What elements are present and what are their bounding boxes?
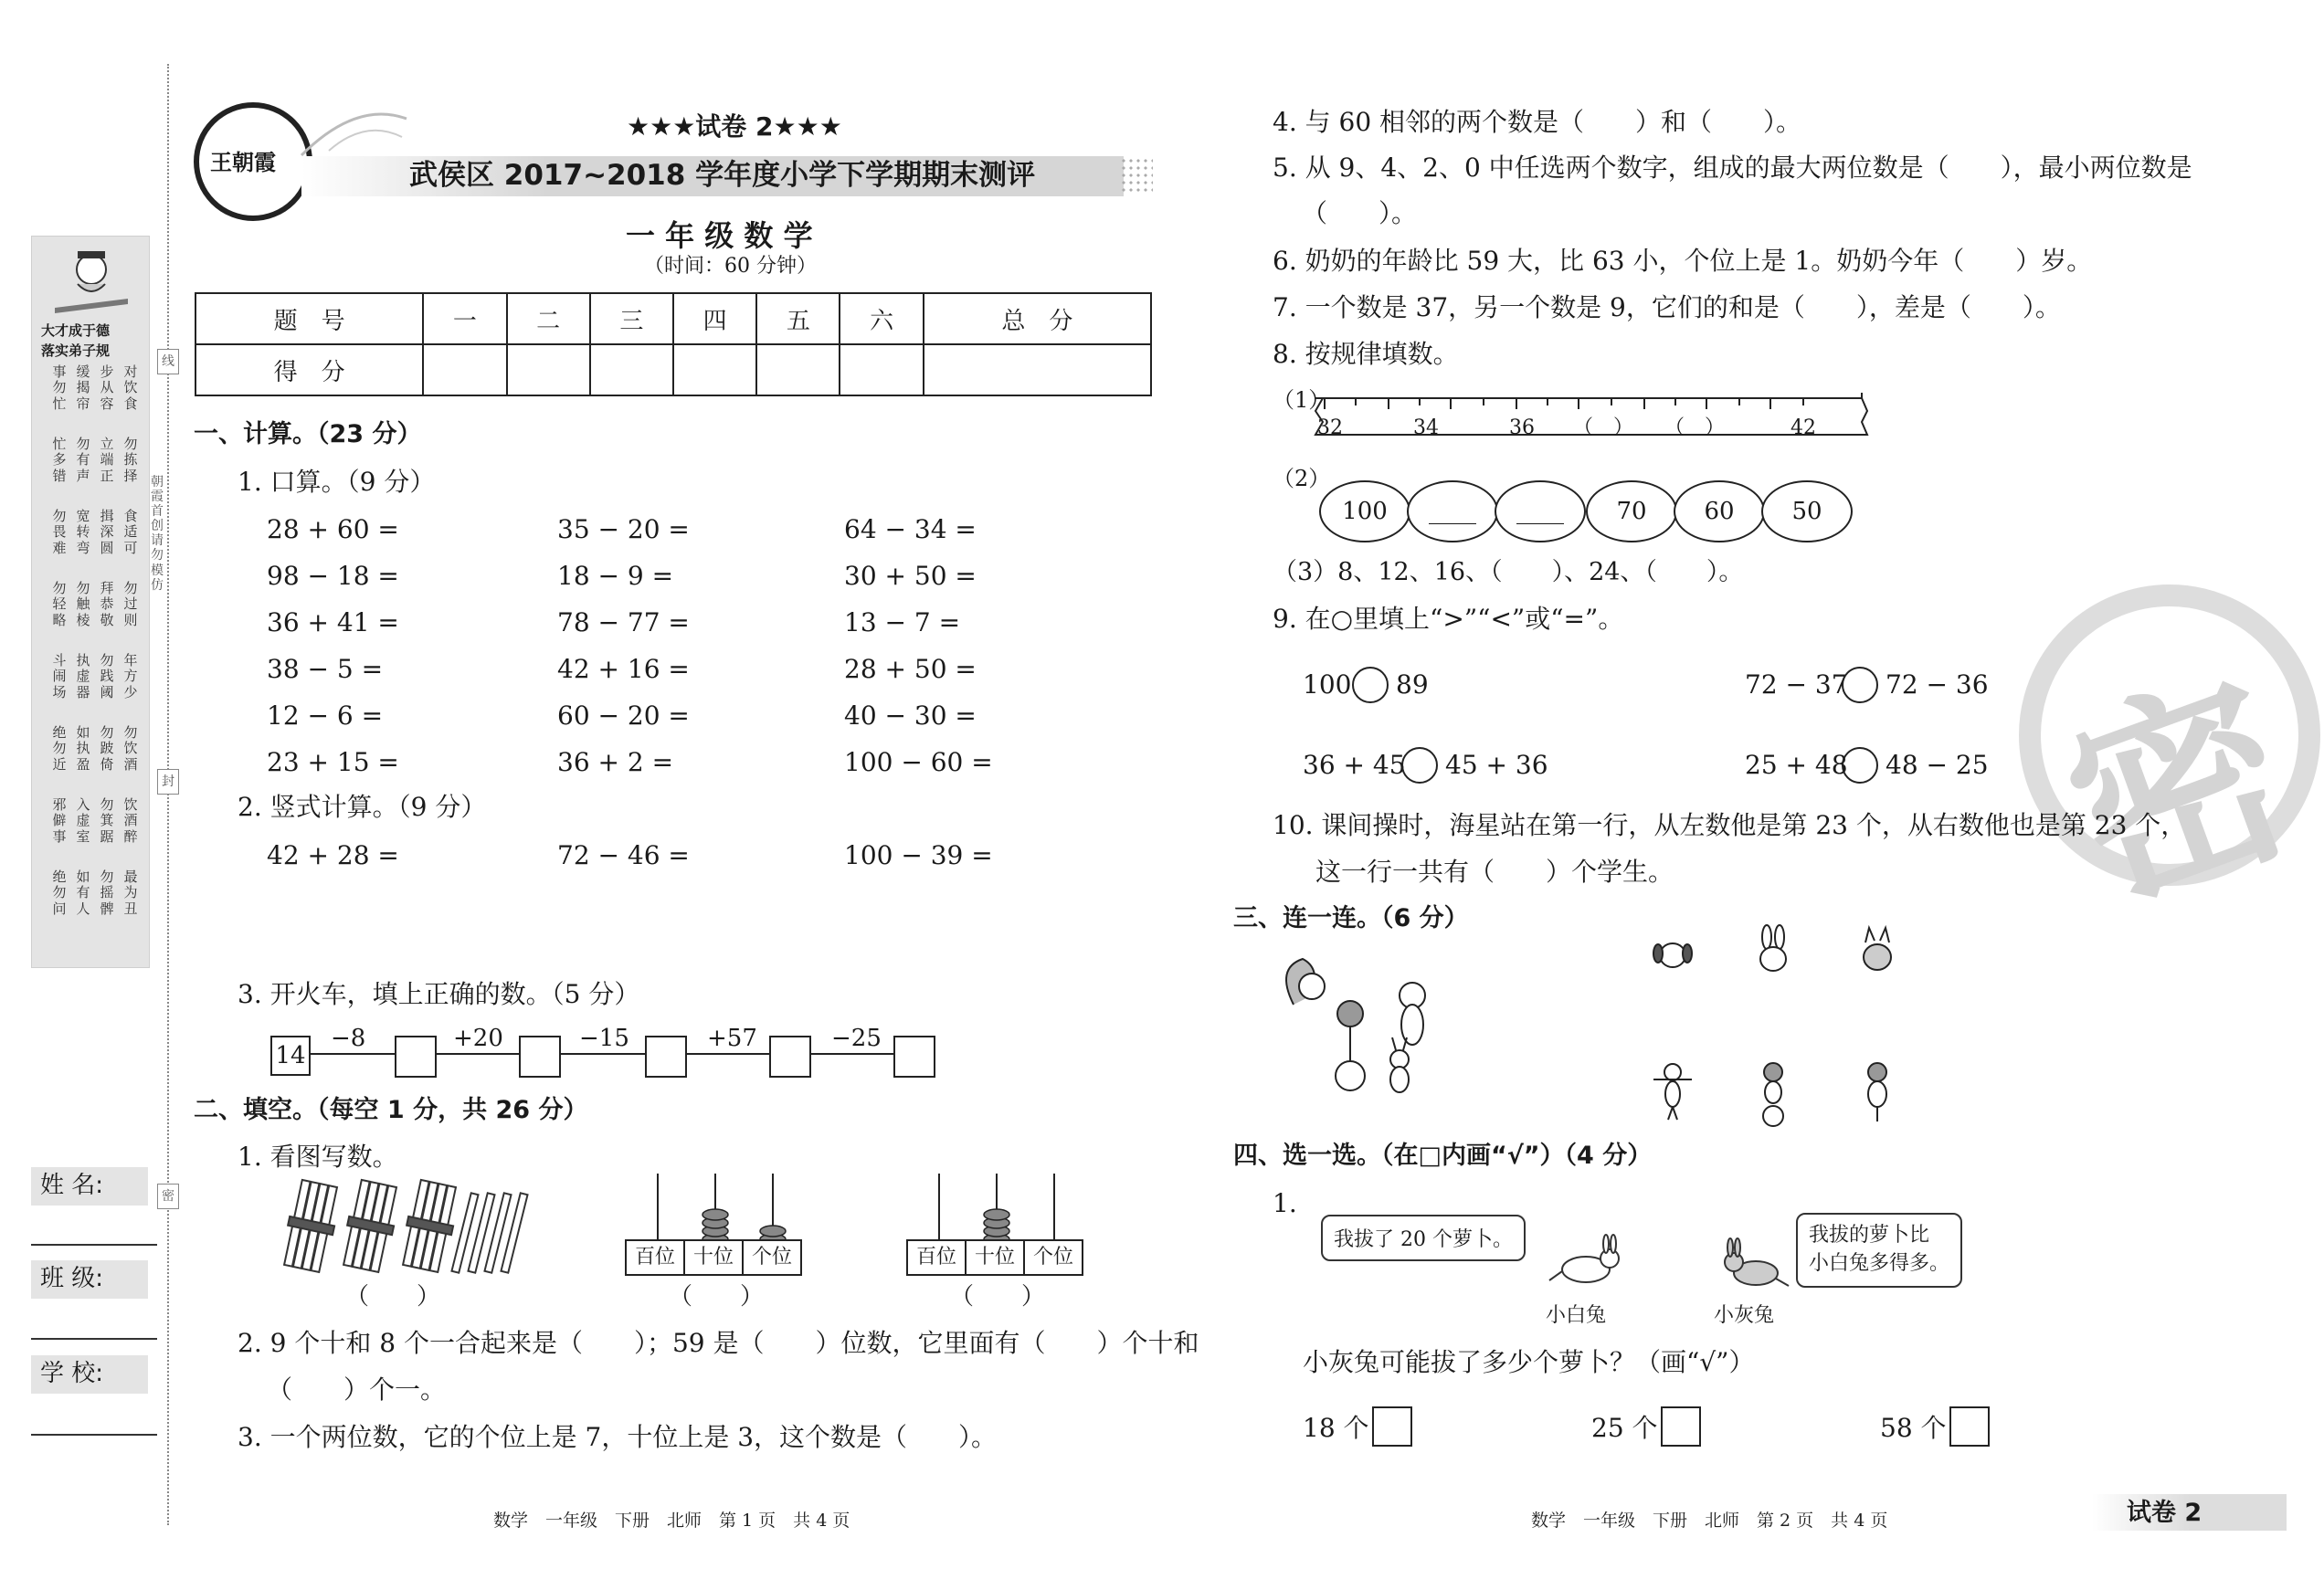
score-header-5: 五: [756, 293, 840, 344]
verse-column: 勿摇髀: [100, 869, 114, 917]
oval-value: 70: [1616, 498, 1647, 525]
train-op: −15: [579, 1025, 629, 1052]
score-header-6: 六: [840, 293, 923, 344]
oval-value: 50: [1791, 498, 1822, 525]
white-rabbit-image: [1544, 1235, 1626, 1290]
logo-text: 王朝霞: [210, 149, 276, 175]
train-op: −8: [331, 1025, 366, 1052]
part1-q3-title: 3. 开火车，填上正确的数。（5 分）: [238, 979, 640, 1009]
compare-left: 36 + 45: [1303, 750, 1406, 780]
corner-label: 试卷 2: [2127, 1499, 2203, 1527]
train-arrow: [437, 1053, 519, 1055]
mental-item: 35 − 20 =: [557, 514, 690, 544]
compare-right: 48 − 25: [1886, 750, 1989, 780]
gray-rabbit-label: 小灰兔: [1714, 1304, 1775, 1327]
verse-column: 勿有声: [76, 436, 90, 484]
part4-title: 四、选一选。（在□内画“√”）（4 分）: [1233, 1142, 1653, 1170]
score-header-1: 一: [423, 293, 506, 344]
verse-column: 入虚室: [76, 796, 90, 845]
part1-title: 一、计算。（23 分）: [194, 420, 422, 448]
verse-column: 勿饮酒: [123, 724, 138, 773]
school-field-line[interactable]: [31, 1434, 157, 1436]
seal-mark: 线: [157, 349, 179, 374]
part2-q4: 4. 与 60 相邻的两个数是（ ）和（ ）。: [1273, 107, 1802, 137]
subject-title: 一 年 级 数 学: [626, 218, 813, 253]
circus-animals-image: [1275, 950, 1440, 1096]
part3-title: 三、连一连。（6 分）: [1233, 904, 1469, 932]
score-header-2: 二: [507, 293, 590, 344]
train-op: +20: [453, 1025, 503, 1052]
score-header-4: 四: [673, 293, 756, 344]
option-checkbox[interactable]: [1372, 1406, 1412, 1447]
vertical-item: 100 − 39 =: [844, 840, 993, 870]
score-cell[interactable]: [673, 344, 756, 395]
train-op: −25: [831, 1025, 882, 1052]
compare-circle[interactable]: [1842, 667, 1878, 703]
option-checkbox[interactable]: [1661, 1406, 1701, 1447]
mental-item: 98 − 18 =: [267, 561, 399, 591]
abacus-label-ones: 个位: [1032, 1246, 1073, 1269]
score-cell[interactable]: [590, 344, 673, 395]
mental-item: 18 − 9 =: [557, 561, 674, 591]
mental-item: 40 − 30 =: [844, 700, 977, 731]
verse-column: 勿畏难: [52, 508, 67, 556]
part2-title: 二、填空。（每空 1 分，共 26 分）: [194, 1096, 588, 1124]
part2-q8: 8. 按规律填数。: [1273, 339, 1459, 369]
compare-left: 25 + 48: [1745, 750, 1848, 780]
verse-column: 邪僻事: [52, 796, 67, 845]
compare-left: 100: [1303, 669, 1352, 700]
school-label: 学 校:: [40, 1360, 104, 1387]
verse-column: 勿拣择: [123, 436, 138, 484]
ruler-label: 32: [1317, 416, 1343, 439]
mental-item: 28 + 50 =: [844, 654, 977, 684]
mental-item: 64 − 34 =: [844, 514, 977, 544]
score-cell[interactable]: [840, 344, 923, 395]
bubble-line: 我拔的萝卜比: [1809, 1224, 1930, 1247]
publisher-logo: [194, 102, 312, 221]
verse-column: 立端正: [100, 436, 114, 484]
q8-2-label: （2）: [1273, 466, 1331, 491]
verse-column: 绝勿问: [52, 869, 67, 917]
mental-item: 38 − 5 =: [267, 654, 384, 684]
verse-column: 执虚器: [76, 652, 90, 700]
sidebar-panel: [31, 236, 150, 968]
watermark-glyph: 密: [2039, 643, 2320, 945]
banner-dots: [1120, 157, 1153, 194]
bubble-line: 小白兔多得多。: [1809, 1251, 1950, 1275]
logo-ribbon: [301, 100, 411, 164]
train-arrow: [687, 1053, 769, 1055]
mental-item: 100 − 60 =: [844, 747, 993, 777]
vertical-item: 42 + 28 =: [267, 840, 399, 870]
train-arrow: [311, 1053, 395, 1055]
ruler-label: 34: [1413, 416, 1439, 439]
part2-q1: 1. 看图写数。: [238, 1142, 398, 1172]
mental-item: 30 + 50 =: [844, 561, 977, 591]
part2-q2-line2: （ ）个一。: [267, 1374, 447, 1405]
part2-q5-line2: （ ）。: [1302, 198, 1418, 228]
mental-item: 12 − 6 =: [267, 700, 384, 731]
train-answer-box[interactable]: [519, 1036, 561, 1078]
verse-column: 勿触棱: [76, 580, 90, 628]
exam-title: 武侯区 2017~2018 学年度小学下学期期末测评: [409, 159, 1036, 192]
part2-q7: 7. 一个数是 37，另一个数是 9，它们的和是（ ），差是（ ）。: [1273, 292, 2061, 322]
white-rabbit-label: 小白兔: [1546, 1304, 1607, 1327]
verse-column: 食适可: [123, 508, 138, 556]
score-table: [195, 292, 1152, 396]
verse-column: 绝勿近: [52, 724, 67, 773]
verse-column: 如执盈: [76, 724, 90, 773]
class-label: 班 级:: [40, 1265, 104, 1292]
score-cell[interactable]: [507, 344, 590, 395]
abacus-label-ones: 个位: [751, 1246, 792, 1269]
mental-item: 60 − 20 =: [557, 700, 690, 731]
compare-circle[interactable]: [1352, 667, 1389, 703]
train-answer-box[interactable]: [395, 1036, 437, 1078]
part2-q9: 9. 在○里填上“>”“<”或“=”。: [1273, 604, 1624, 634]
verse-column: 事勿忙: [52, 363, 67, 412]
compare-right: 89: [1396, 669, 1429, 700]
verse-column: 勿跛倚: [100, 724, 114, 773]
verse-column: 忙多错: [52, 436, 67, 484]
verse-column: 对饮食: [123, 363, 138, 412]
mental-item: 42 + 16 =: [557, 654, 690, 684]
binding-line: [167, 64, 169, 1525]
animal-head-squirrel: [1854, 924, 1900, 975]
part2-q2-line1: 2. 9 个十和 8 个一合起来是（ ）；59 是（ ）位数，它里面有（ ）个十和: [238, 1328, 1199, 1358]
ruler-label: 42: [1791, 416, 1816, 439]
option-checkbox[interactable]: [1949, 1406, 1990, 1447]
oval-number: [1586, 480, 1677, 542]
option-label: 25 个: [1591, 1413, 1658, 1443]
part2-q3: 3. 一个两位数，它的个位上是 7，十位上是 3，这个数是（ ）。: [238, 1422, 998, 1452]
gray-rabbit-image: [1719, 1238, 1792, 1293]
verse-column: 年方少: [123, 652, 138, 700]
train-start-value: 14: [275, 1042, 306, 1069]
oval-value: ____: [1429, 498, 1476, 525]
speech-bubble-white-rabbit: 我拔了 20 个萝卜。: [1321, 1215, 1526, 1261]
part2-q6: 6. 奶奶的年龄比 59 大，比 63 小，个位上是 1。奶奶今年（ ）岁。: [1273, 246, 2093, 276]
stick-bundles-image: [274, 1178, 530, 1279]
part4-q1: 1.: [1273, 1188, 1297, 1218]
name-label: 姓 名:: [40, 1172, 104, 1199]
score-cell[interactable]: [423, 344, 506, 395]
abacus-1-labels: [625, 1239, 802, 1276]
part2-q8-3: （3）8、12、16、（ ）、24、（ ）。: [1273, 558, 1744, 586]
score-header-3: 三: [590, 293, 673, 344]
abacus-2-labels: [906, 1239, 1083, 1276]
watermark-seal: [2019, 584, 2320, 945]
animal-body-squirrel: [1650, 1059, 1695, 1123]
abacus-label-hundreds: 百位: [908, 1241, 967, 1274]
footer-left: 数学 一年级 下册 北师 第 1 页 共 4 页: [493, 1511, 850, 1531]
part2-q10-line2: 这一行一共有（ ）个学生。: [1315, 857, 1674, 887]
oval-number: [1319, 480, 1410, 542]
mental-item: 28 + 60 =: [267, 514, 399, 544]
train-answer-box[interactable]: [893, 1036, 935, 1078]
verse-column: 斗闹场: [52, 652, 67, 700]
abacus-label-tens: 十位: [685, 1241, 744, 1274]
verse-column: 拜恭敬: [100, 580, 114, 628]
vertical-item: 72 − 46 =: [557, 840, 690, 870]
verse-column: 揖深圆: [100, 508, 114, 556]
oval-number: [1674, 480, 1765, 542]
mental-item: 36 + 2 =: [557, 747, 674, 777]
option-label: 18 个: [1303, 1413, 1369, 1443]
ruler-label: 36: [1509, 416, 1535, 439]
exam-badge: ★★★试卷 2★★★: [627, 111, 842, 142]
train-arrow: [811, 1053, 893, 1055]
compare-right: 45 + 36: [1445, 750, 1548, 780]
abacus-label-hundreds: 百位: [627, 1241, 685, 1274]
ruler-blank[interactable]: （ ）: [1664, 416, 1726, 439]
part1-q1-title: 1. 口算。（9 分）: [238, 467, 436, 497]
answer-paren[interactable]: （ ）: [345, 1283, 441, 1311]
train-answer-box[interactable]: [645, 1036, 687, 1078]
oval-value: 60: [1704, 498, 1735, 525]
sidebar-motto-2: 落实弟子规: [41, 342, 111, 359]
verse-column: 勿箕踞: [100, 796, 114, 845]
compare-right: 72 − 36: [1886, 669, 1989, 700]
train-start-box: [270, 1036, 311, 1076]
verse-column: 饮酒醉: [123, 796, 138, 845]
verse-column: 缓揭帘: [76, 363, 90, 412]
seal-mark: 密: [157, 1184, 179, 1209]
animal-head-dog: [1650, 930, 1695, 975]
part2-q10-line1: 10. 课间操时，海星站在第一行，从左数他是第 23 个，从右数他也是第 23 个，: [1273, 810, 2187, 840]
abacus-label-tens: 十位: [967, 1241, 1025, 1274]
score-header-label: 题 号: [195, 293, 423, 344]
animal-body-monkey: [1750, 1059, 1796, 1129]
train-op: +57: [707, 1025, 757, 1052]
verse-column: 最为丑: [123, 869, 138, 917]
oval-value: ____: [1516, 498, 1564, 525]
oval-number: [1761, 480, 1853, 542]
part1-q2-title: 2. 竖式计算。（9 分）: [238, 792, 487, 822]
copyright-notice: 朝霞首创 请勿模仿: [151, 475, 164, 593]
score-header-total: 总 分: [924, 293, 1151, 344]
verse-column: 勿轻略: [52, 580, 67, 628]
score-cell[interactable]: [756, 344, 840, 395]
answer-paren[interactable]: （ ）: [669, 1283, 765, 1311]
verse-column: 如有人: [76, 869, 90, 917]
compare-circle[interactable]: [1401, 747, 1438, 784]
oval-value: 100: [1342, 498, 1388, 525]
train-answer-box[interactable]: [769, 1036, 811, 1078]
mental-item: 13 − 7 =: [844, 607, 961, 637]
scholar-figure: [50, 244, 132, 317]
animal-body-dog: [1854, 1059, 1900, 1125]
mental-item: 78 − 77 =: [557, 607, 690, 637]
answer-paren[interactable]: （ ）: [950, 1283, 1046, 1311]
score-cell[interactable]: [924, 344, 1151, 395]
part2-q5-line1: 5. 从 9、4、2、0 中任选两个数字，组成的最大两位数是（ ），最小两位数是: [1273, 153, 2192, 183]
compare-circle[interactable]: [1842, 747, 1878, 784]
speech-bubble-gray-rabbit: [1796, 1213, 1962, 1288]
verse-column: 勿践阈: [100, 652, 114, 700]
sidebar-motto-1: 大才成于德: [41, 322, 111, 339]
class-field-line[interactable]: [31, 1338, 157, 1340]
seal-mark: 封: [157, 769, 179, 795]
verse-column: 宽转弯: [76, 508, 90, 556]
sidebar-verse-area: [36, 364, 145, 958]
score-row-label: 得 分: [195, 344, 423, 395]
verse-column: 勿过则: [123, 580, 138, 628]
ruler-blank[interactable]: （ ）: [1573, 416, 1634, 439]
verse-column: 步从容: [100, 363, 114, 412]
exam-time: （时间：60 分钟）: [644, 255, 817, 278]
mental-item: 23 + 15 =: [267, 747, 399, 777]
q8-1-label: （1）: [1273, 387, 1331, 413]
part4-question: 小灰兔可能拔了多少个萝卜？（画“√”）: [1303, 1347, 1755, 1377]
animal-head-rabbit: [1750, 924, 1796, 975]
train-arrow: [561, 1053, 645, 1055]
name-field-line[interactable]: [31, 1244, 157, 1246]
compare-left: 72 − 37: [1745, 669, 1848, 700]
footer-right: 数学 一年级 下册 北师 第 2 页 共 4 页: [1531, 1511, 1888, 1531]
oval-blank[interactable]: [1407, 480, 1498, 542]
option-label: 58 个: [1880, 1413, 1947, 1443]
oval-blank[interactable]: [1495, 480, 1586, 542]
mental-item: 36 + 41 =: [267, 607, 399, 637]
